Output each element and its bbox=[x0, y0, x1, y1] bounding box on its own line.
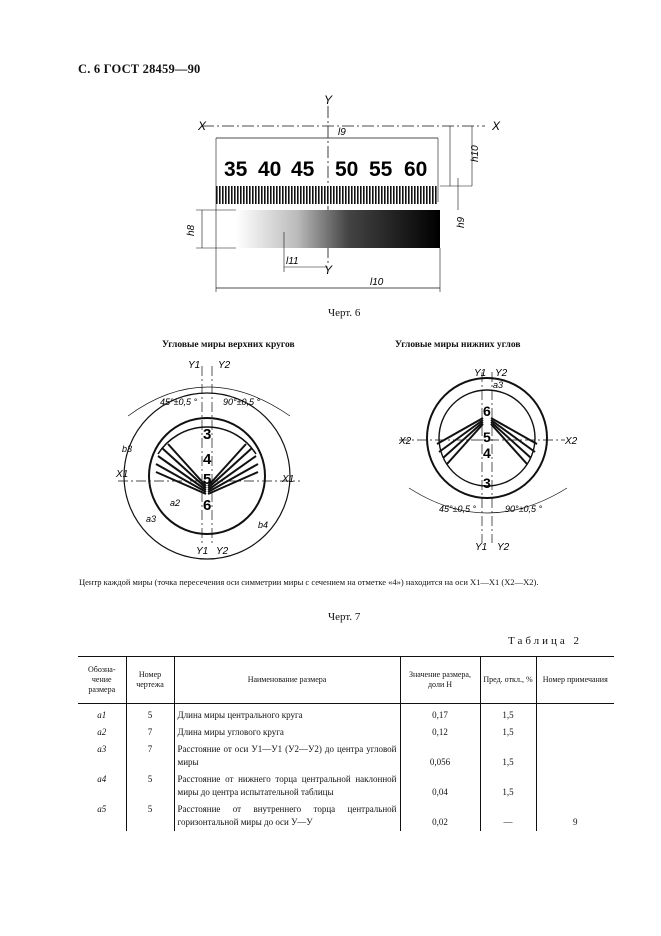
table-cell: Длина миры центрального круга bbox=[174, 704, 400, 725]
label-x2-left: X2 bbox=[399, 436, 412, 447]
label-y2-top: Y2 bbox=[495, 368, 508, 379]
table-cell: a4 bbox=[97, 774, 107, 784]
label-y2-top: Y2 bbox=[218, 360, 231, 371]
angle-90: 90°±0,5 ° bbox=[223, 397, 261, 407]
figure-7-left-title: Угловые миры верхних кругов bbox=[162, 340, 295, 350]
figure-6-caption: Черт. 6 bbox=[328, 307, 361, 319]
mark-6: 6 bbox=[203, 497, 212, 514]
table-cell bbox=[536, 704, 614, 725]
table-cell: 0,02 bbox=[400, 801, 480, 831]
table-cell: 5 bbox=[126, 771, 174, 801]
table-cell: 7 bbox=[126, 741, 174, 771]
table-header-row bbox=[78, 657, 614, 704]
label-y1-top: Y1 bbox=[188, 360, 201, 371]
dim-b4: b4 bbox=[258, 520, 269, 530]
table-cell bbox=[536, 724, 614, 741]
label-x2-right: X2 bbox=[565, 436, 578, 447]
table-cell: 0,17 bbox=[400, 704, 480, 725]
table-cell: 1,5 bbox=[480, 724, 536, 741]
mark-6: 6 bbox=[483, 403, 491, 419]
header-tolerance: Пред. откл., % bbox=[480, 657, 536, 704]
figure-7-note: Центр каждой миры (точка пересечения оси симметрии миры с сечением на отметке «4») находится на оси X1—X1 (X2—X2). bbox=[79, 577, 539, 587]
scale-number: 35 bbox=[224, 158, 248, 181]
dim-a2: a2 bbox=[170, 498, 181, 508]
figure-7-right-title: Угловые миры нижних углов bbox=[395, 340, 521, 350]
table-cell: — bbox=[480, 801, 536, 831]
mark-4: 4 bbox=[203, 451, 212, 468]
table-row bbox=[78, 704, 614, 725]
dim-h9: h9 bbox=[456, 216, 467, 228]
table-cell bbox=[536, 771, 614, 801]
table-cell: a3 bbox=[97, 744, 107, 754]
dim-h8: h8 bbox=[186, 224, 197, 236]
mark-5: 5 bbox=[203, 471, 212, 488]
figure-7-left-drawing bbox=[110, 356, 310, 561]
header-symbol: Обозна-чение размера bbox=[78, 657, 126, 704]
table-row bbox=[78, 741, 614, 771]
gradient-strip bbox=[236, 210, 440, 248]
table-cell: Длина миры углового круга bbox=[174, 724, 400, 741]
scale-number: 40 bbox=[258, 158, 282, 181]
table-cell: a5 bbox=[97, 804, 107, 814]
table-cell: Расстояние от нижнего торца центральной наклонной миры до центра испытательной таблицы bbox=[174, 771, 400, 801]
x-axis-left-label: X bbox=[198, 119, 207, 133]
table-cell bbox=[536, 741, 614, 771]
label-x1-right: X1 bbox=[282, 474, 295, 485]
tick-bar bbox=[216, 186, 438, 204]
scale-number: 45 bbox=[291, 158, 315, 181]
table-cell: 1,5 bbox=[480, 704, 536, 725]
table-cell: Расстояние от оси У1—У1 (У2—У2) до центра угловой миры bbox=[174, 741, 400, 771]
table-cell: 0,056 bbox=[400, 741, 480, 771]
table-row bbox=[78, 801, 614, 831]
angle-45: 45°±0,5 ° bbox=[439, 504, 477, 514]
label-y1-bottom: Y1 bbox=[475, 542, 488, 553]
y-axis-bottom-label: Y bbox=[324, 263, 333, 277]
scale-number: 55 bbox=[369, 158, 393, 181]
mark-4: 4 bbox=[483, 445, 491, 461]
table-cell: 5 bbox=[126, 801, 174, 831]
angle-90: 90°±0,5 ° bbox=[505, 504, 543, 514]
label-x1-left: X1 bbox=[116, 469, 129, 480]
dim-a3: a3 bbox=[493, 380, 504, 390]
page-header: С. 6 ГОСТ 28459—90 bbox=[78, 62, 201, 76]
header-note: Номер примечания bbox=[536, 657, 614, 704]
table-cell: 7 bbox=[126, 724, 174, 741]
table-caption: Таблица 2 bbox=[508, 635, 583, 647]
header-value: Значение размера, доли H bbox=[400, 657, 480, 704]
dim-a3: a3 bbox=[146, 514, 157, 524]
label-y1-top: Y1 bbox=[474, 368, 487, 379]
dim-b3: b3 bbox=[122, 444, 133, 454]
dim-l9: l9 bbox=[338, 127, 346, 138]
mark-3: 3 bbox=[203, 426, 212, 443]
y-axis-top-label: Y bbox=[324, 93, 333, 107]
label-y2-bottom: Y2 bbox=[216, 546, 229, 557]
header-name: Наименование размера bbox=[174, 657, 400, 704]
mark-5: 5 bbox=[483, 429, 491, 445]
angle-45: 45°±0,5 ° bbox=[160, 397, 198, 407]
scale-number: 60 bbox=[404, 158, 428, 181]
table-cell: 1,5 bbox=[480, 771, 536, 801]
figure-7-right-drawing bbox=[395, 358, 585, 558]
table-cell: 5 bbox=[126, 704, 174, 725]
dimensions-table bbox=[78, 656, 614, 831]
table-cell: a2 bbox=[97, 727, 107, 737]
dim-h10: h10 bbox=[470, 145, 481, 162]
table-row bbox=[78, 771, 614, 801]
table-cell: 1,5 bbox=[480, 741, 536, 771]
table-row bbox=[78, 724, 614, 741]
figure-6-scale-drawing bbox=[180, 92, 510, 297]
dim-l10: l10 bbox=[370, 277, 384, 288]
table-cell: 9 bbox=[536, 801, 614, 831]
x-axis-right-label: X bbox=[492, 119, 501, 133]
table-cell: a1 bbox=[97, 710, 107, 720]
dim-l11: l11 bbox=[286, 256, 299, 267]
scale-number: 50 bbox=[335, 158, 359, 181]
table-cell: 0,12 bbox=[400, 724, 480, 741]
label-y1-bottom: Y1 bbox=[196, 546, 209, 557]
header-figure: Номер чертежа bbox=[126, 657, 174, 704]
table-cell: Расстояние от внутреннего торца центральной горизонтальной миры до оси У—У bbox=[174, 801, 400, 831]
label-y2-bottom: Y2 bbox=[497, 542, 510, 553]
figure-7-caption: Черт. 7 bbox=[328, 611, 361, 623]
table-cell: 0,04 bbox=[400, 771, 480, 801]
mark-3: 3 bbox=[483, 475, 491, 491]
